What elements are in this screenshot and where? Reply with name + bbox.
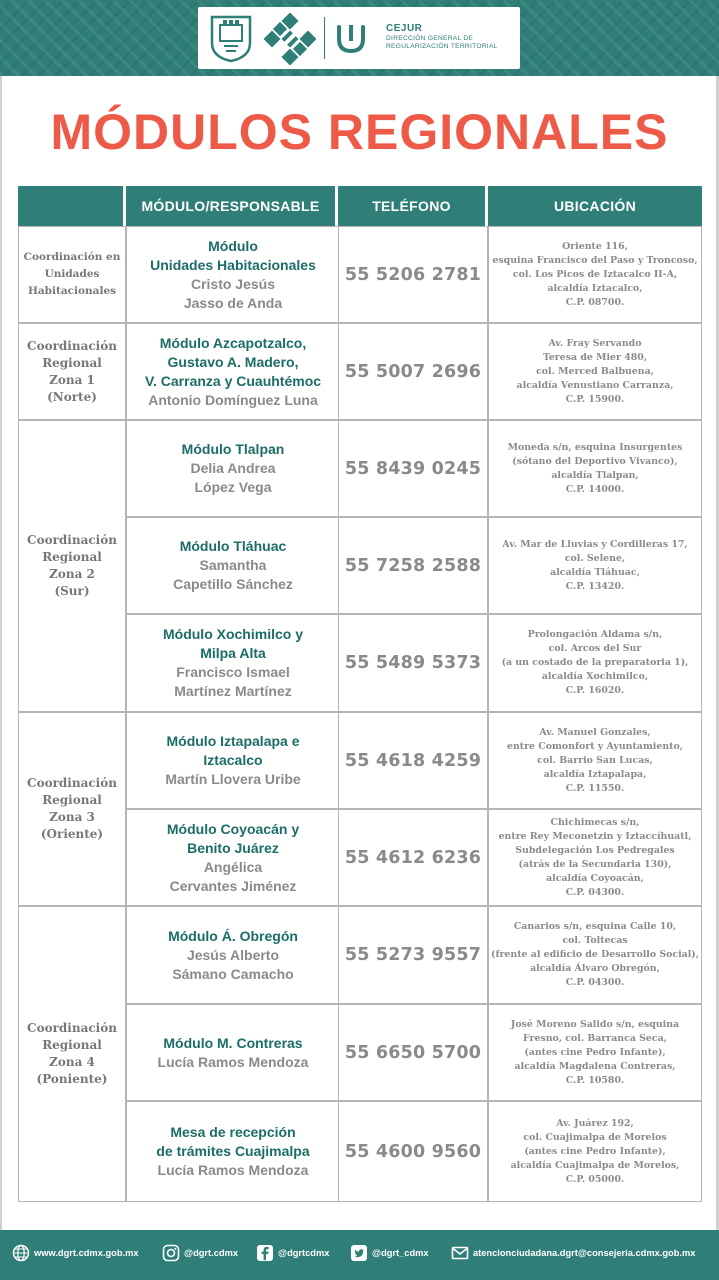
responsible-name-line: Martínez Martínez (174, 683, 292, 699)
footer-facebook-text: @dgrtcdmx (278, 1248, 330, 1258)
coordination-label-line: Unidades (44, 268, 100, 280)
address-line: (antes cine Pedro Infante), (524, 1046, 666, 1058)
responsible-name-line: Antonio Domínguez Luna (148, 391, 318, 408)
module-name (163, 1034, 302, 1053)
responsible-name-line: Samantha (199, 557, 267, 573)
address-cell (488, 712, 702, 809)
coordination-cell (18, 712, 126, 906)
address-line: C.P. 04300. (565, 977, 625, 988)
footer-website[interactable] (12, 1244, 139, 1262)
address-line: Prolongación Aldama s/n, (527, 629, 663, 640)
address-text (511, 1117, 680, 1187)
footer-facebook[interactable] (256, 1244, 329, 1262)
address-line: col. Barrio San Lucas, (537, 754, 653, 766)
address-line: (sótano del Deportivo Vivanco), (512, 455, 678, 467)
address-line: (a un costado de la preparatoria 1), (501, 657, 689, 668)
phone-cell (338, 1101, 488, 1202)
address-cell (488, 420, 702, 517)
address-text (507, 726, 683, 796)
coordination-cell (18, 226, 126, 323)
footer-bar (0, 1230, 719, 1280)
address-cell (488, 517, 702, 614)
responsible-name (170, 858, 297, 896)
module-cell (126, 712, 340, 809)
phone-number[interactable]: 55 4600 9560 (344, 1141, 482, 1162)
module-name-line: Iztacalco (203, 752, 263, 768)
phone-cell (338, 420, 488, 517)
page-title: MÓDULOS REGIONALES (50, 104, 669, 160)
coordination-label-line: Coordinación (27, 533, 117, 547)
module-cell (126, 226, 340, 323)
module-cell (126, 1004, 340, 1101)
module-name (156, 1123, 309, 1161)
module-name-line: Milpa Alta (200, 645, 266, 661)
module-name (168, 927, 298, 946)
phone-cell (338, 809, 488, 906)
address-line: alcaldía Álvaro Obregón, (530, 963, 660, 974)
responsible-name-line: Francisco Ismael (176, 664, 290, 680)
address-line: alcaldía Venustiano Carranza, (516, 379, 674, 391)
phone-number[interactable]: 55 5273 9557 (344, 945, 482, 965)
module-name-line: Módulo Tláhuac (179, 538, 287, 554)
cejur-text (386, 23, 498, 51)
instagram-icon (162, 1244, 180, 1262)
address-cell (488, 809, 702, 906)
module-name-line: Benito Juárez (187, 839, 279, 856)
coordination-label-line: Zona 3 (49, 810, 95, 824)
responsible-name (165, 770, 300, 789)
address-line: Av. Manuel Gonzales, (539, 726, 651, 738)
address-line: alcaldía Xochimilco, (541, 671, 649, 682)
coordination-label-line: Regional (42, 793, 102, 807)
mail-icon (451, 1244, 469, 1262)
coordination-label-line: (Oriente) (40, 827, 104, 841)
address-line: C.P. 10580. (565, 1074, 625, 1086)
responsible-name-line: Angélica (203, 858, 263, 875)
module-name-line: de trámites Cuajimalpa (156, 1143, 310, 1159)
module-name-line: Gustavo A. Madero, (167, 353, 299, 370)
address-text (492, 240, 697, 310)
responsible-name-line: Sámano Camacho (172, 965, 294, 982)
footer-twitter-text: @dgrt_cdmx (372, 1248, 429, 1258)
cejur-logo-icon (334, 19, 370, 57)
module-name-line: Módulo Azcapotzalco, (159, 334, 307, 351)
address-line: esquina Francisco del Paso y Troncoso, (492, 254, 698, 266)
phone-number[interactable]: 55 5489 5373 (344, 653, 482, 673)
coordination-label-line: Regional (42, 355, 102, 370)
address-line: (atrás de la Secundaria 130), (518, 858, 672, 870)
address-line: C.P. 08700. (565, 296, 625, 308)
responsible-name-line: Cristo Jesús (190, 275, 276, 292)
footer-instagram-text: @dgrt.cdmx (184, 1248, 239, 1258)
address-line: Moneda s/n, esquina Insurgentes (507, 441, 683, 453)
logo-divider (324, 17, 325, 59)
address-text (508, 441, 683, 497)
phone-number[interactable]: 55 4612 6236 (344, 847, 482, 868)
phone-number[interactable]: 55 8439 0245 (344, 458, 482, 479)
address-line: col. Selene, (564, 552, 626, 564)
coordination-label-line: (Norte) (47, 389, 97, 404)
address-line: col. Merced Balbuena, (536, 365, 654, 377)
address-line: C.P. 16020. (565, 685, 625, 696)
address-line: alcaldía Tláhuac, (550, 566, 640, 578)
phone-cell (338, 1004, 488, 1101)
phone-cell (338, 906, 488, 1004)
coordination-label-line: Coordinación en (23, 251, 121, 263)
module-name (163, 625, 303, 663)
footer-website-text: www.dgrt.cdmx.gob.mx (34, 1248, 139, 1258)
module-cell (126, 809, 340, 906)
address-text (499, 816, 692, 900)
address-cell (488, 1101, 702, 1202)
address-line: alcaldía Magdalena Contreras, (514, 1060, 676, 1072)
coordination-label-line: (Sur) (54, 584, 90, 598)
phone-number[interactable]: 55 6650 5700 (344, 1042, 482, 1063)
address-line: C.P. 14000. (565, 483, 625, 495)
responsible-name-line: López Vega (194, 479, 272, 495)
address-line: Canarios s/n, esquina Calle 10, (513, 921, 677, 932)
responsible-name (174, 663, 291, 701)
address-line: col. Los Picos de Iztacalco II-A, (512, 268, 678, 280)
cdmx-coat-of-arms-icon (208, 13, 254, 63)
address-line: C.P. 04300. (565, 886, 625, 898)
coordination-cell (18, 420, 126, 712)
responsible-name-line: Cervantes Jiménez (169, 877, 297, 894)
coordination-label (27, 775, 117, 843)
coordination-label-line: Zona 4 (49, 1055, 95, 1069)
coordination-label (27, 338, 117, 406)
address-line: alcaldía Iztacalco, (547, 282, 643, 294)
phone-number[interactable]: 55 4618 4259 (344, 750, 482, 771)
address-line: Subdelegación Los Pedregales (515, 844, 675, 856)
module-name (166, 732, 299, 770)
module-name (145, 334, 321, 391)
module-name-line: Módulo M. Contreras (163, 1034, 303, 1051)
footer-instagram[interactable] (162, 1244, 238, 1262)
coordination-cell (18, 323, 126, 420)
address-text (502, 538, 687, 594)
address-line: col. Arcos del Sur (548, 643, 642, 654)
header-band (0, 0, 719, 76)
coordination-label-line: Regional (42, 550, 102, 564)
address-line: Av. Juárez 192, (556, 1117, 634, 1129)
responsible-name-line: Lucía Ramos Mendoza (157, 1053, 309, 1070)
address-text (502, 628, 689, 698)
module-cell (126, 614, 340, 712)
address-line: entre Comonfort y Ayuntamiento, (506, 740, 683, 752)
address-line: Av. Fray Servando (548, 337, 642, 349)
responsible-name-line: Lucía Ramos Mendoza (157, 1162, 309, 1178)
address-cell (488, 614, 702, 712)
address-line: entre Rey Meconetzin y Iztaccíhuatl, (498, 830, 692, 842)
address-line: Av. Mar de Lluvias y Cordilleras 17, (502, 538, 688, 550)
coordination-label-line: Coordinación (27, 776, 117, 790)
coordination-label (27, 532, 117, 600)
modules-table (18, 186, 702, 1202)
address-line: José Moreno Salido s/n, esquina (510, 1018, 680, 1030)
phone-cell (338, 712, 488, 809)
address-line: C.P. 05000. (565, 1173, 625, 1185)
module-name (150, 237, 316, 275)
phone-cell (338, 323, 488, 420)
org-subtitle-line2: REGULARIZACIÓN TERRITORIAL (386, 43, 498, 50)
address-cell (488, 906, 702, 1004)
logo-strip (198, 7, 520, 69)
twitter-icon (350, 1244, 368, 1262)
responsible-name-line: Martín Llovera Uribe (165, 771, 301, 787)
cdmx-logo-icon (264, 13, 316, 65)
facebook-icon (256, 1244, 274, 1262)
module-cell (126, 420, 340, 517)
footer-twitter[interactable] (350, 1244, 429, 1262)
responsible-name (148, 391, 318, 410)
module-name-line: Módulo Iztapalapa e (166, 733, 300, 749)
coordination-label-line: (Poniente) (36, 1072, 108, 1086)
phone-number[interactable]: 55 7258 2588 (344, 555, 482, 576)
coordination-label-line: Regional (42, 1038, 102, 1052)
address-cell (488, 323, 702, 420)
module-name-line: Módulo Tlalpan (181, 441, 285, 457)
module-name-line: V. Carranza y Cuauhtémoc (144, 372, 322, 389)
module-cell (126, 906, 340, 1004)
address-text (491, 920, 699, 990)
address-line: col. Cuajimalpa de Morelos (523, 1131, 667, 1143)
address-line: alcaldía Tlalpan, (551, 469, 639, 481)
coordination-label-line: Coordinación (27, 338, 117, 353)
coordination-label (24, 249, 121, 300)
module-name (180, 537, 287, 556)
address-line: (frente al edificio de Desarrollo Social), (491, 949, 699, 960)
responsible-name-line: Capetillo Sánchez (173, 576, 293, 592)
address-line: Chichimecas s/n, (550, 816, 640, 828)
responsible-name-line: Jesús Alberto (186, 946, 280, 963)
responsible-name (173, 556, 293, 594)
coordination-label (27, 1020, 117, 1088)
address-line: alcaldía Coyoacán, (546, 872, 644, 884)
address-line: col. Toltecas (562, 935, 628, 946)
address-line: Oriente 116, (562, 240, 628, 252)
address-line: alcaldía Cuajimalpa de Morelos, (510, 1159, 680, 1171)
module-name-line: Unidades Habitacionales (150, 256, 316, 273)
address-line: Teresa de Mier 480, (542, 351, 648, 363)
coordination-label-line: Habitacionales (27, 285, 117, 297)
responsible-name-line: Jasso de Anda (183, 294, 283, 311)
header-cell-location: UBICACIÓN (488, 186, 702, 226)
module-name-line: Módulo Á. Obregón (168, 927, 298, 944)
address-text (517, 337, 674, 407)
module-name-line: Mesa de recepción (170, 1124, 296, 1140)
address-cell (488, 226, 702, 323)
module-cell (126, 517, 340, 614)
phone-number[interactable]: 55 5007 2696 (344, 361, 482, 382)
header-cell-empty (18, 186, 123, 226)
responsible-name (190, 459, 275, 497)
globe-icon (12, 1244, 30, 1262)
responsible-name (158, 1053, 309, 1072)
address-line: alcaldía Iztapalapa, (543, 768, 647, 780)
org-subtitle-line1: DIRECCIÓN GENERAL DE (386, 35, 474, 42)
address-line: C.P. 13420. (565, 580, 625, 592)
address-line: C.P. 15900. (565, 393, 625, 405)
responsible-name (158, 1161, 309, 1180)
module-name-line: Módulo (208, 237, 258, 254)
responsible-name-line: Delia Andrea (190, 460, 276, 476)
header-cell-phone: TELÉFONO (338, 186, 485, 226)
address-line: (antes cine Pedro Infante), (524, 1145, 666, 1157)
module-cell (126, 1101, 340, 1202)
coordination-label-line: Coordinación (27, 1021, 117, 1035)
address-cell (488, 1004, 702, 1101)
footer-email-text: atencionciudadana.dgrt@consejeria.cdmx.gob.mx (473, 1248, 696, 1258)
module-name-line: Módulo Xochimilco y (162, 626, 303, 642)
phone-cell (338, 614, 488, 712)
responsible-name (172, 946, 293, 984)
coordination-label-line: Zona 2 (49, 567, 95, 581)
module-name (182, 440, 285, 459)
address-line: Fresno, col. Barranca Seca, (523, 1032, 667, 1044)
phone-cell (338, 226, 488, 323)
address-text (511, 1018, 679, 1088)
coordination-label-line: Zona 1 (49, 372, 95, 387)
phone-cell (338, 517, 488, 614)
module-name-line: Módulo Coyoacán y (166, 820, 300, 837)
footer-email[interactable] (451, 1244, 695, 1262)
org-name: CEJUR (386, 23, 423, 34)
coordination-cell (18, 906, 126, 1202)
header-cell-module: MÓDULO/RESPONSABLE (126, 186, 335, 226)
address-line: C.P. 11550. (565, 782, 625, 794)
module-name (167, 820, 299, 858)
responsible-name (184, 275, 282, 313)
phone-number[interactable]: 55 5206 2781 (344, 264, 482, 285)
module-cell (126, 323, 340, 420)
